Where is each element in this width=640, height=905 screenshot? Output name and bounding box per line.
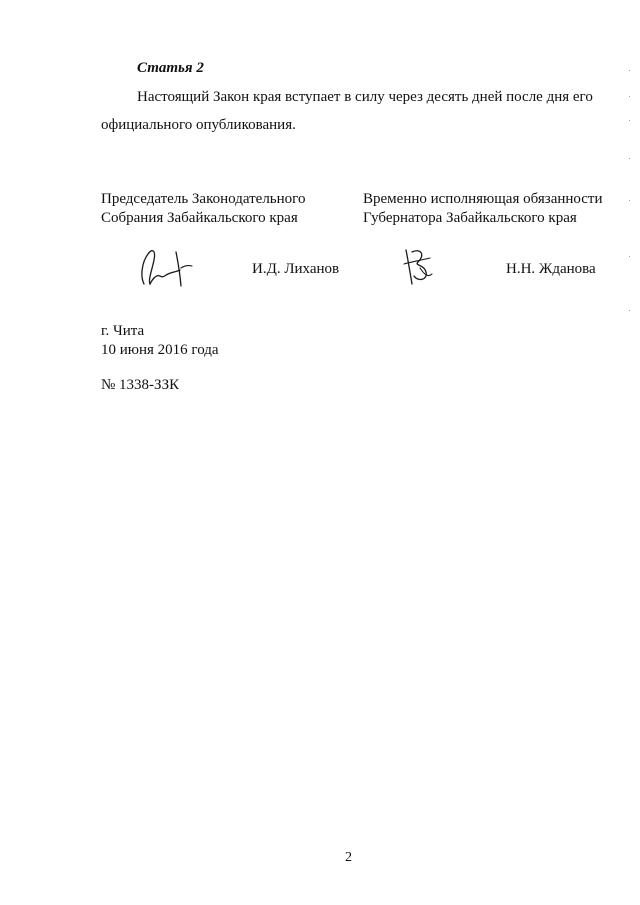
article-text-line-1: Настоящий Закон края вступает в силу через десять дней после дня его xyxy=(137,89,593,105)
place: г. Чита xyxy=(101,323,145,339)
left-signer-name: И.Д. Лиханов xyxy=(252,261,340,277)
right-title-line-2: Губернатора Забайкальского края xyxy=(363,210,577,226)
left-signatory-title xyxy=(101,190,305,228)
law-number: № 1338-ЗЗК xyxy=(101,377,180,393)
right-signer-name: Н.Н. Жданова xyxy=(506,261,596,277)
page-number: 2 xyxy=(345,850,352,865)
place-and-date xyxy=(101,322,219,360)
scan-edge-marks xyxy=(628,60,632,340)
right-title-line-1: Временно исполняющая обязанности xyxy=(363,191,603,207)
article-heading: Статья 2 xyxy=(137,60,204,76)
left-signature xyxy=(136,240,196,292)
date: 10 июня 2016 года xyxy=(101,342,219,358)
left-title-line-2: Собрания Забайкальского края xyxy=(101,210,298,226)
right-signatory-title xyxy=(363,190,603,228)
article-text-line-2: официального опубликования. xyxy=(101,117,296,133)
right-signature xyxy=(400,244,436,288)
left-title-line-1: Председатель Законодательного xyxy=(101,191,306,207)
